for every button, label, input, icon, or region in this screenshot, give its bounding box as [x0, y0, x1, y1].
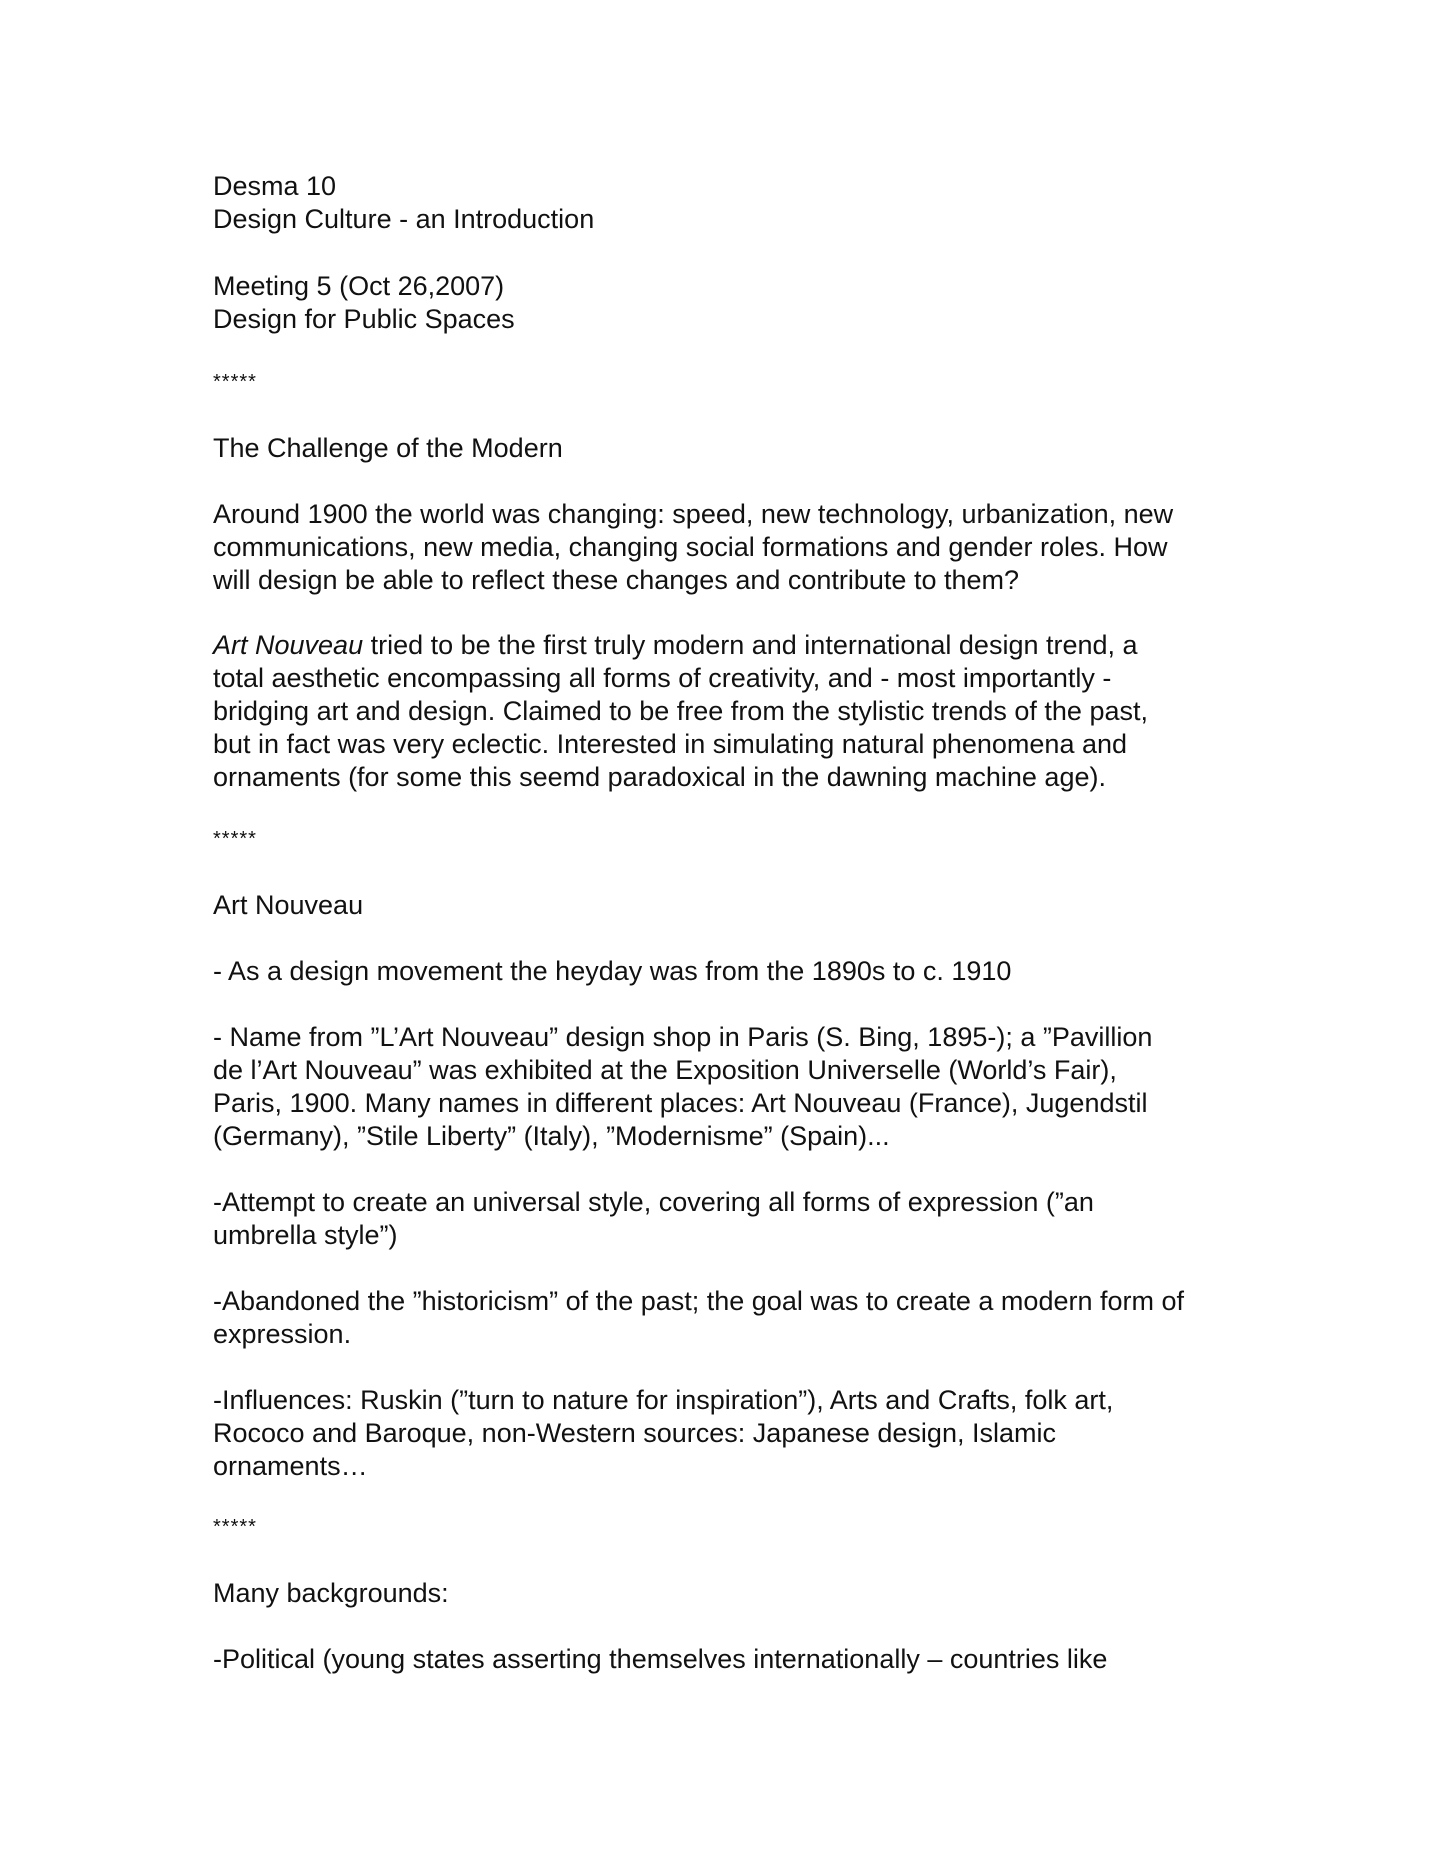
section-heading-backgrounds: Many backgrounds:: [213, 1578, 449, 1608]
list-item-historicism: -Abandoned the ”historicism” of the past; the goal was to create a modern form of expression.: [213, 1286, 1184, 1349]
section-heading-challenge: The Challenge of the Modern: [213, 433, 563, 463]
section-heading-art-nouveau: Art Nouveau: [213, 890, 364, 920]
meeting-title: Design for Public Spaces: [213, 304, 515, 334]
course-header: [213, 170, 1253, 236]
list-item-universal-style: -Attempt to create an universal style, covering all forms of expression (”an umbrella style”): [213, 1187, 1094, 1250]
paragraph-art-nouveau-intro: Art Nouveau tried to be the first truly modern and international design trend, a total aesthetic encompassing all forms of creativity, and - most importantly - bridging art and design. Claimed to be free from the stylistic trends of the past, but in fact was very eclectic. Interested in simulating natural phenomena and ornaments (for some this seemd paradoxical in the dawning machine age).: [213, 630, 1148, 792]
list-item-political: -Political (young states asserting themselves internationally – countries like: [213, 1644, 1108, 1674]
list-item-influences: -Influences: Ruskin (”turn to nature for inspiration”), Arts and Crafts, folk art, Rococo and Baroque, non-Western sources: Japanese design, Islamic ornaments…: [213, 1385, 1114, 1481]
course-code: Desma 10: [213, 171, 337, 201]
separator-3: *****: [213, 1516, 257, 1538]
meeting-header: [213, 270, 1253, 336]
list-item-heyday: - As a design movement the heyday was from the 1890s to c. 1910: [213, 956, 1012, 986]
separator-1: *****: [213, 371, 257, 393]
art-nouveau-italic: Art Nouveau: [213, 630, 364, 660]
course-title: Design Culture - an Introduction: [213, 204, 595, 234]
meeting-date: Meeting 5 (Oct 26,2007): [213, 271, 505, 301]
separator-2: *****: [213, 828, 257, 850]
paragraph-around-1900: Around 1900 the world was changing: speed, new technology, urbanization, new communications, new media, changing social formations and gender roles. How will design be able to reflect these changes and contribute to them?: [213, 499, 1174, 595]
list-item-name-origin: - Name from ”L’Art Nouveau” design shop in Paris (S. Bing, 1895-); a ”Pavillion de l’Art Nouveau” was exhibited at the Exposition Universelle (World’s Fair), Paris, 1900. Many names in different places: Art Nouveau (France), Jugendstil (Germany), ”Stile Liberty” (Italy), ”Modernisme” (Spain)...: [213, 1022, 1153, 1151]
